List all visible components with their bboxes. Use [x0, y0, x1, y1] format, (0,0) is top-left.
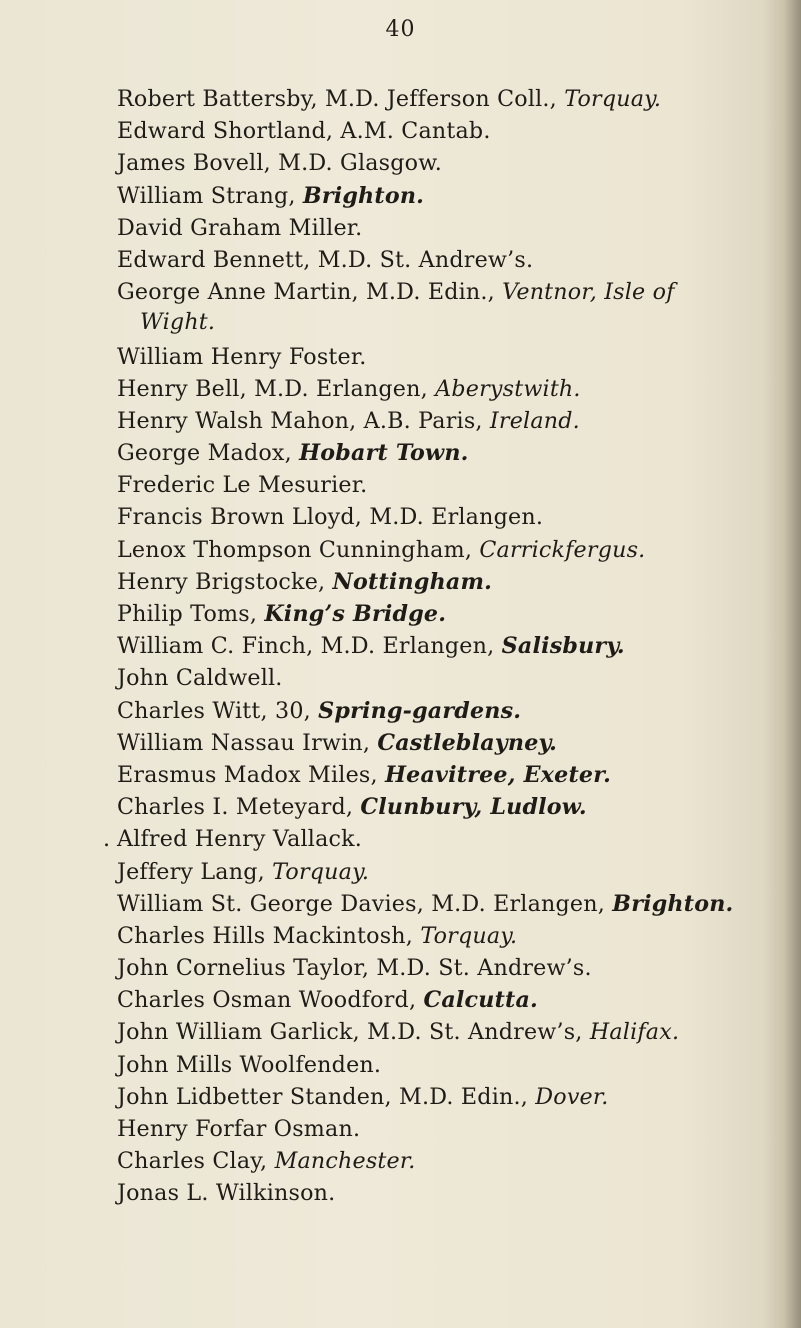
list-item — [0, 502, 801, 534]
list-item — [0, 631, 801, 663]
list-item — [0, 663, 801, 695]
list-item — [0, 921, 801, 953]
entry-name: William Strang, — [117, 182, 303, 209]
list-item — [0, 342, 801, 374]
list-item — [0, 599, 801, 631]
entry-place: Halifax. — [589, 1019, 680, 1046]
entry-name: Charles Osman Woodford, — [117, 987, 424, 1014]
entry-name: Charles Witt, 30, — [117, 697, 319, 724]
entry-place-continued: Wight. — [140, 309, 216, 336]
entry-place: Nottingham. — [332, 568, 493, 595]
entry-name: Francis Brown Lloyd, M.D. Erlangen. — [117, 504, 544, 531]
list-item — [0, 438, 801, 470]
list-item — [0, 1082, 801, 1114]
entry-name: Philip Toms, — [117, 601, 265, 628]
entry-name: Henry Walsh Mahon, A.B. Paris, — [117, 407, 490, 434]
entry-name: Jonas L. Wilkinson. — [117, 1180, 336, 1207]
list-item — [0, 857, 801, 889]
entry-name: John Cornelius Taylor, M.D. St. Andrew’s. — [117, 955, 592, 982]
list-item — [0, 277, 801, 341]
list-item — [0, 567, 801, 599]
list-item — [0, 953, 801, 985]
entry-place: Dover. — [535, 1083, 609, 1110]
entry-name: Henry Forfar Osman. — [117, 1116, 361, 1143]
entry-name: Charles Hills Mackintosh, — [117, 922, 421, 949]
list-item — [0, 470, 801, 502]
entry-name: William C. Finch, M.D. Erlangen, — [117, 633, 502, 660]
entry-place: Carrickfergus. — [479, 536, 646, 563]
list-item — [0, 696, 801, 728]
list-item — [0, 213, 801, 245]
entry-name: John Lidbetter Standen, M.D. Edin., — [117, 1083, 536, 1110]
entry-name: Alfred Henry Vallack. — [117, 826, 363, 853]
stray-mark: . — [103, 826, 111, 853]
entry-name: Lenox Thompson Cunningham, — [117, 536, 480, 563]
entry-name: John Caldwell. — [117, 665, 283, 692]
entry-place: Brighton. — [302, 182, 425, 209]
list-item — [0, 889, 801, 921]
entry-place: Ventnor, Isle of — [502, 279, 675, 306]
list-item — [0, 148, 801, 180]
list-item — [0, 824, 801, 856]
list-item — [0, 728, 801, 760]
page-number: 40 — [385, 17, 416, 42]
list-item — [0, 116, 801, 148]
member-list — [0, 84, 801, 1211]
entry-place: Clunbury, Ludlow. — [360, 794, 587, 821]
entry-place: Calcutta. — [423, 987, 538, 1014]
entry-place: Castleblayney. — [377, 729, 558, 756]
entry-place: Spring-gardens. — [318, 697, 522, 724]
list-item — [0, 1050, 801, 1082]
list-item — [0, 1017, 801, 1049]
entry-place: Torquay. — [272, 858, 370, 885]
list-item — [0, 792, 801, 824]
entry-name: James Bovell, M.D. Glasgow. — [117, 150, 443, 177]
entry-name: William Nassau Irwin, — [117, 729, 378, 756]
entry-name: Frederic Le Mesurier. — [117, 472, 368, 499]
entry-place: Hobart Town. — [299, 440, 469, 467]
list-item — [0, 374, 801, 406]
list-item — [0, 1146, 801, 1178]
list-item — [0, 535, 801, 567]
list-item — [0, 985, 801, 1017]
entry-name: Edward Bennett, M.D. St. Andrew’s. — [117, 246, 534, 273]
entry-place: Aberystwith. — [435, 375, 581, 402]
entry-name: Henry Bell, M.D. Erlangen, — [117, 375, 436, 402]
entry-place: Manchester. — [274, 1148, 416, 1175]
entry-name: Charles I. Meteyard, — [117, 794, 361, 821]
list-item — [0, 181, 801, 213]
entry-place: Salisbury. — [501, 633, 625, 660]
entry-name: John William Garlick, M.D. St. Andrew’s, — [117, 1019, 590, 1046]
list-item — [0, 1178, 801, 1210]
entry-name: David Graham Miller. — [117, 214, 363, 241]
entry-name: Robert Battersby, M.D. Jefferson Coll., — [117, 86, 565, 112]
list-item — [0, 760, 801, 792]
list-item — [0, 84, 801, 116]
entry-name: Jeffery Lang, — [117, 858, 273, 885]
list-item — [0, 245, 801, 277]
list-item — [0, 406, 801, 438]
list-item — [0, 1114, 801, 1146]
entry-name: William Henry Foster. — [117, 343, 367, 370]
entry-name: Charles Clay, — [117, 1148, 275, 1175]
entry-name: George Anne Martin, M.D. Edin., — [117, 279, 503, 306]
entry-name: Edward Shortland, A.M. Cantab. — [117, 118, 491, 145]
entry-name: John Mills Woolfenden. — [117, 1051, 382, 1078]
entry-place: Heavitree, Exeter. — [385, 761, 611, 788]
entry-place: Torquay. — [420, 922, 518, 949]
entry-name: George Madox, — [117, 440, 300, 467]
entry-place: Ireland. — [489, 407, 580, 434]
entry-place: Torquay. — [564, 86, 662, 112]
entry-name: Henry Brigstocke, — [117, 568, 333, 595]
entry-name: Erasmus Madox Miles, — [117, 761, 385, 788]
entry-place: Brighton. — [612, 890, 734, 917]
entry-place: King’s Bridge. — [264, 601, 447, 628]
entry-name: William St. George Davies, M.D. Erlangen, — [117, 890, 613, 917]
